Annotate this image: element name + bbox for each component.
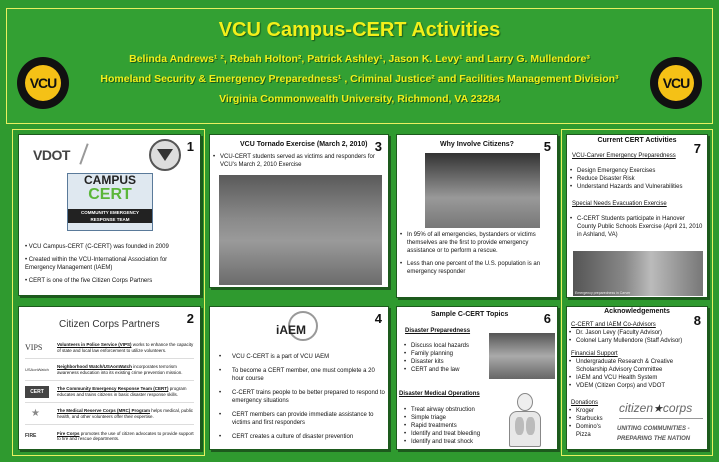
panel-number: 4 [374,311,382,326]
vdot-logo: VDOT [33,147,70,163]
financial-support-list: • Undergraduate Research & Creative Scholarship Advisory Committee • IAEM and VCU Health System • VDEM (Citizen Corps) and VDOT [568,358,698,390]
evacuation-list: • C-CERT Students participate in Hanover County Public Schools Exercise (April 21, 2010 in Ashland, VA) [569,215,705,239]
divider [79,143,88,164]
panel-3 [209,134,389,288]
panel-7-title: Current CERT Activities [597,137,677,144]
partner-row: CERT The Community Emergency Response Team (CERT) program educates and trains citizens in basic disaster response skills. [25,381,194,403]
emergency-scene-photo [425,153,540,228]
panel-4 [209,306,389,450]
university: Virginia Commonwealth University, Richmond, VA 23284 [219,93,500,105]
vdem-seal-icon [149,139,181,171]
partner-row: VIPS Volunteers in Police Service (VIPS) works to enhance the capacity of state and local law enforcement to utilize volunteers. [25,337,194,359]
poster-header [6,8,713,124]
affiliations: Homeland Security & Emergency Preparedness¹ , Criminal Justice² and Facilities Management Division³ [100,73,619,85]
panel-number: 2 [186,311,194,326]
vcu-seal-right: VCU [650,57,702,109]
authors: Belinda Andrews¹ ², Rebah Holton², Patrick Ashley¹, Jason K. Levy¹ and Larry G. Mullendore³ [129,53,590,65]
preparedness-list: • Discuss local hazards • Family planning • Disaster kits • CERT and the law [403,342,483,374]
panel-6 [396,306,558,450]
partner-row: USAonWatch Neighborhood Watch/USAonWatch incorporates terrorism awareness education into its existing crime prevention mission. [25,359,194,381]
panel-5-title: Why Involve Citizens? [440,141,514,148]
panel-number: 3 [374,139,382,154]
panel-1 [18,134,201,296]
usaonwatch-logo: USAonWatch [25,367,49,372]
vips-logo: VIPS [25,343,43,352]
poster-title: VCU Campus-CERT Activities [218,19,501,41]
partner-row: FIRE Fire Corps promotes the use of citizen advocates to provide support to fire and rescue departments. [25,430,194,441]
panel-4-bullets: • VCU C-CERT is a part of VCU IAEM • To become a CERT member, one must complete a 20 hour course • C-CERT trains people to be better prepared to respond to emergency situations • CERT members can provide immediate assistance to victims and first responders • CERT creates a culture of disaster prevention [218,353,386,441]
panel-3-title: VCU Tornado Exercise (March 2, 2010) [240,141,368,148]
panel-5-bullets: • In 95% of all emergencies, bystanders or victims themselves are the first to provide emergency assistance or to perform a rescue. • Less than one percent of the U.S. population is an emergency responder [399,231,555,276]
panel-number: 5 [543,139,551,154]
carver-photo: Emergency preparedness in Carver [573,251,703,296]
financial-support-heading: Financial Support [571,351,618,357]
tornado-exercise-photo [219,175,382,285]
panel-number: 1 [186,139,194,154]
carver-heading: VCU-Carver Emergency Preparedness [572,153,676,159]
panel-7 [566,134,708,298]
disaster-kit-photo [489,333,555,379]
respiratory-diagram [505,393,545,449]
advisors-list: • Dr. Jason Levy (Faculty Advisor) • Colonel Larry Mullendore (Staff Advisor) [568,329,708,345]
carver-list: • Design Emergency Exercises • Reduce Disaster Risk • Understand Hazards and Vulnerabilities [569,167,707,191]
medical-list: • Treat airway obstruction • Simple triage • Rapid treatments • Identify and treat bleeding • Identify and treat shock [403,406,493,446]
panel-5 [396,134,558,298]
advisors-heading: C-CERT and IAEM Co-Advisors [571,322,656,328]
panel-number: 8 [693,313,701,328]
vcu-seal-left: VCU [17,57,69,109]
partners-list [25,337,194,447]
panel-number: 7 [693,141,701,156]
panel-number: 6 [543,311,551,326]
panel-6-title: Sample C-CERT Topics [431,311,509,318]
citizen-corps-logo: citizen★corps [619,401,693,415]
panel-3-bullets: • VCU-CERT students served as victims and responders for VCU's March 2, 2010 Exercise [212,153,382,169]
divider [619,418,703,419]
cert-logo: CERT [25,386,49,398]
donations-list: • Kroger • Starbucks • Domino's Pizza [568,407,614,439]
panel-8 [566,306,708,450]
disaster-preparedness-heading: Disaster Preparedness [405,328,471,334]
star-icon: ★ [653,403,663,415]
panel-2 [18,306,201,450]
donations-heading: Donations [571,400,599,406]
medical-operations-heading: Disaster Medical Operations [399,391,480,397]
mrc-star-icon: ★ [31,408,40,419]
evacuation-heading: Special Needs Evacuation Exercise [572,201,667,207]
tagline-2: PREPARING THE NATION [617,436,691,442]
partner-row: ★ The Medical Reserve Corps (MRC) Program helps medical, public health, and other volunteers offer their expertise. [25,403,194,425]
fire-corps-logo: FIRE [25,433,37,439]
panel-8-title: Acknowledgements [604,308,670,315]
iaem-logo: iAEM [276,311,318,347]
tagline-1: UNITING COMMUNITIES - [617,426,690,432]
campus-cert-logo: CAMPUS CERT COMMUNITY EMERGENCY RESPONSE TEAM [67,173,153,231]
panel-1-bullets: • VCU Campus-CERT (C-CERT) was founded in 2009 • Created within the VCU-International Association for Emergency Management (IAEM) • CERT is one of the five Citizen Corps Partners [25,244,169,284]
citizen-corps-partners-title: Citizen Corps Partners [59,319,160,330]
